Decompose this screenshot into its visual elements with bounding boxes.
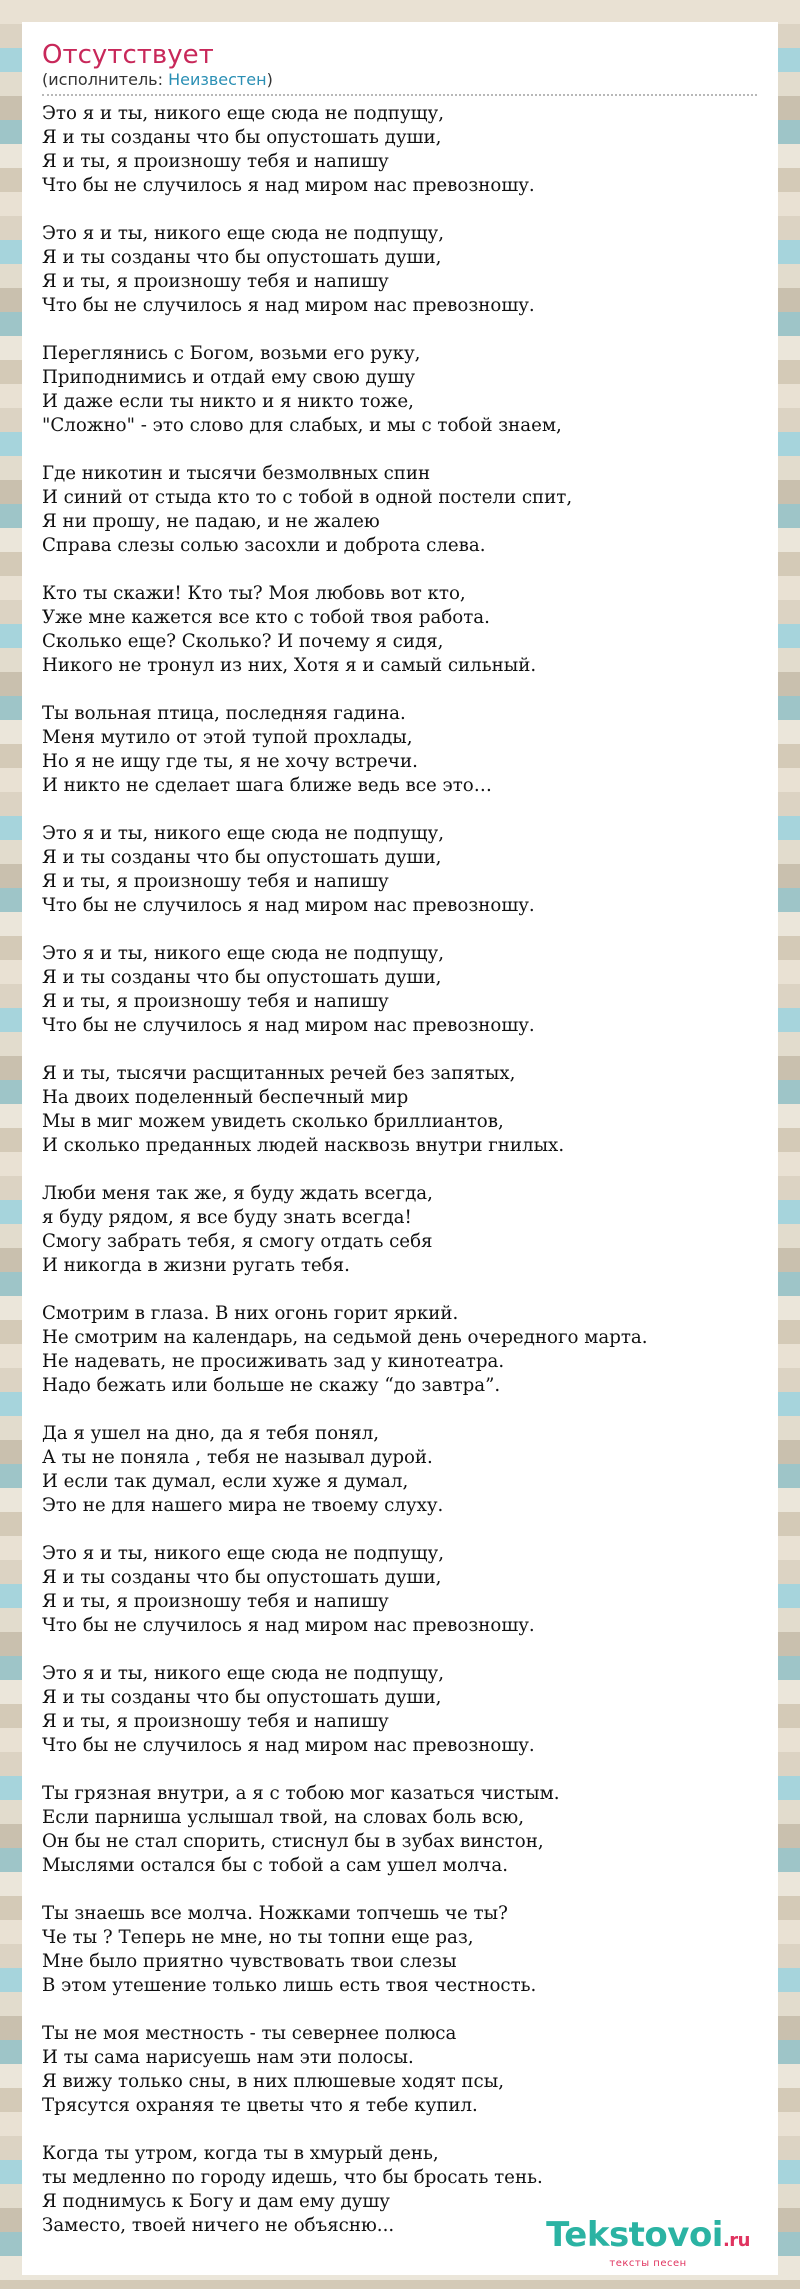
lyrics-line: Что бы не случилось я над миром нас превозношу. (42, 175, 535, 196)
lyrics-line: Это я и ты, никого еще сюда не подпущу, (42, 103, 444, 124)
song-title: Отсутствует (42, 40, 214, 70)
lyrics-line: Люби меня так же, я буду ждать всегда, (42, 1183, 433, 1204)
lyrics-line: И даже если ты никто и я никто тоже, (42, 391, 414, 412)
lyrics-line: Где никотин и тысячи безмолвных спин (42, 463, 431, 484)
lyrics-line: Не надевать, не просиживать зад у кинотеатра. (42, 1351, 505, 1372)
lyrics-line: И ты сама нарисуешь нам эти полосы. (42, 2047, 414, 2068)
lyrics-line: Я и ты созданы что бы опустошать души, (42, 967, 442, 988)
lyrics-line: я буду рядом, я все буду знать всегда! (42, 1207, 412, 1228)
lyrics-line: Смотрим в глаза. В них огонь горит яркий. (42, 1303, 459, 1324)
lyrics-line: Я и ты созданы что бы опустошать души, (42, 247, 442, 268)
lyrics-line: "Сложно" - это слово для слабых, и мы с тобой знаем, (42, 415, 562, 436)
lyrics-line: Я и ты, я произношу тебя и напишу (42, 871, 389, 892)
lyrics-line: Уже мне кажется все кто с тобой твоя работа. (42, 607, 490, 628)
lyrics-stanza (42, 1302, 758, 1398)
lyrics-stanza (42, 942, 758, 1038)
logo-tagline: тексты песен (609, 2258, 687, 2269)
lyrics-stanza (42, 702, 758, 798)
lyrics-stanza (42, 1662, 758, 1758)
lyrics-line: В этом утешение только лишь есть твоя честность. (42, 1975, 537, 1996)
lyrics-line: Смогу забрать тебя, я смогу отдать себя (42, 1231, 433, 1252)
lyrics-stanza (42, 1902, 758, 1998)
lyrics-line: Если парниша услышал твой, на словах боль всю, (42, 1807, 524, 1828)
lyrics-line: Ты не моя местность - ты севернее полюса (42, 2023, 457, 2044)
lyrics-line: А ты не поняла , тебя не называл дурой. (42, 1447, 433, 1468)
lyrics-stanza (42, 342, 758, 438)
lyrics-line: Кто ты скажи! Кто ты? Моя любовь вот кто, (42, 583, 466, 604)
lyrics-line: Я ни прошу, не падаю, и не жалею (42, 511, 380, 532)
lyrics-line: Надо бежать или больше не скажу “до завтра”. (42, 1375, 501, 1396)
lyrics-line: Я и ты созданы что бы опустошать души, (42, 847, 442, 868)
lyrics-line: Я и ты, я произношу тебя и напишу (42, 1591, 389, 1612)
lyrics-body (42, 102, 758, 2238)
lyrics-line: Не смотрим на календарь, на седьмой день очередного марта. (42, 1327, 648, 1348)
lyrics-line: Я и ты, я произношу тебя и напишу (42, 271, 389, 292)
lyrics-line: Но я не ищу где ты, я не хочу встречи. (42, 751, 418, 772)
lyrics-line: Он бы не стал спорить, стиснул бы в зубах винстон, (42, 1831, 544, 1852)
lyrics-stanza (42, 462, 758, 558)
lyrics-stanza (42, 1182, 758, 1278)
lyrics-line: И если так думал, если хуже я думал, (42, 1471, 409, 1492)
lyrics-line: На двоих поделенный беспечный мир (42, 1087, 409, 1108)
lyrics-line: Что бы не случилось я над миром нас превозношу. (42, 895, 535, 916)
lyrics-line: Это я и ты, никого еще сюда не подпущу, (42, 1663, 444, 1684)
lyrics-line: Трясутся охраняя те цветы что я тебе купил. (42, 2095, 478, 2116)
lyrics-line: Я и ты, я произношу тебя и напишу (42, 151, 389, 172)
lyrics-line: Когда ты утром, когда ты в хмурый день, (42, 2143, 439, 2164)
lyrics-line: И никто не сделает шага ближе ведь все это… (42, 775, 492, 796)
lyrics-line: Я и ты созданы что бы опустошать души, (42, 127, 442, 148)
lyrics-line: Мы в миг можем увидеть сколько бриллиантов, (42, 1111, 504, 1132)
performer-prefix: (исполнитель: (42, 70, 169, 89)
lyrics-line: Мне было приятно чувствовать твои слезы (42, 1951, 457, 1972)
lyrics-line: Это я и ты, никого еще сюда не подпущу, (42, 943, 444, 964)
lyrics-line: Мыслями остался бы с тобой а сам ушел молча. (42, 1855, 508, 1876)
lyrics-stanza (42, 1422, 758, 1518)
lyrics-stanza (42, 222, 758, 318)
lyrics-line: Я и ты, тысячи расщитанных речей без запятых, (42, 1063, 516, 1084)
lyrics-line: Да я ушел на дно, да я тебя понял, (42, 1423, 380, 1444)
logo-main-text: Tekstovoi (546, 2215, 723, 2255)
performer-line (42, 70, 757, 96)
site-logo[interactable] (546, 2217, 750, 2269)
lyrics-stanza (42, 1542, 758, 1638)
lyrics-line: Что бы не случилось я над миром нас превозношу. (42, 295, 535, 316)
lyrics-card (22, 22, 778, 2275)
lyrics-line: Справа слезы солью засохли и доброта слева. (42, 535, 486, 556)
lyrics-line: Меня мутило от этой тупой прохлады, (42, 727, 413, 748)
lyrics-line: Я и ты созданы что бы опустошать души, (42, 1567, 442, 1588)
lyrics-line: Я и ты, я произношу тебя и напишу (42, 991, 389, 1012)
lyrics-line: Что бы не случилось я над миром нас превозношу. (42, 1615, 535, 1636)
lyrics-line: И синий от стыда кто то с тобой в одной постели спит, (42, 487, 573, 508)
lyrics-line: Это я и ты, никого еще сюда не подпущу, (42, 823, 444, 844)
logo-domain: .ru (722, 2230, 750, 2251)
lyrics-line: Я вижу только сны, в них плюшевые ходят псы, (42, 2071, 504, 2092)
lyrics-line: И никогда в жизни ругать тебя. (42, 1255, 350, 1276)
lyrics-line: Что бы не случилось я над миром нас превозношу. (42, 1015, 535, 1036)
lyrics-line: Ты вольная птица, последняя гадина. (42, 703, 406, 724)
lyrics-line: Заместо, твоей ничего не объясню... (42, 2215, 395, 2236)
lyrics-stanza (42, 102, 758, 198)
lyrics-stanza (42, 1062, 758, 1158)
lyrics-line: Приподнимись и отдай ему свою душу (42, 367, 416, 388)
logo-wordmark (546, 2217, 750, 2259)
lyrics-stanza (42, 582, 758, 678)
lyrics-stanza (42, 2022, 758, 2118)
lyrics-line: Никого не тронул из них, Хотя я и самый сильный. (42, 655, 537, 676)
lyrics-line: Че ты ? Теперь не мне, но ты топни еще раз, (42, 1927, 474, 1948)
lyrics-line: Что бы не случилось я над миром нас превозношу. (42, 1735, 535, 1756)
lyrics-line: ты медленно по городу идешь, что бы бросать тень. (42, 2167, 543, 2188)
lyrics-line: Переглянись с Богом, возьми его руку, (42, 343, 421, 364)
performer-suffix: ) (266, 70, 273, 89)
lyrics-line: Это я и ты, никого еще сюда не подпущу, (42, 1543, 444, 1564)
performer-link[interactable]: Неизвестен (168, 70, 267, 89)
lyrics-stanza (42, 822, 758, 918)
lyrics-line: Это не для нашего мира не твоему слуху. (42, 1495, 444, 1516)
lyrics-stanza (42, 1782, 758, 1878)
lyrics-line: Я и ты созданы что бы опустошать души, (42, 1687, 442, 1708)
lyrics-line: Ты грязная внутри, а я с тобою мог казаться чистым. (42, 1783, 560, 1804)
lyrics-line: Я поднимусь к Богу и дам ему душу (42, 2191, 390, 2212)
lyrics-line: Сколько еще? Сколько? И почему я сидя, (42, 631, 444, 652)
lyrics-line: Ты знаешь все молча. Ножками топчешь че ты? (42, 1903, 508, 1924)
lyrics-line: И сколько преданных людей насквозь внутри гнилых. (42, 1135, 565, 1156)
lyrics-line: Это я и ты, никого еще сюда не подпущу, (42, 223, 444, 244)
lyrics-line: Я и ты, я произношу тебя и напишу (42, 1711, 389, 1732)
